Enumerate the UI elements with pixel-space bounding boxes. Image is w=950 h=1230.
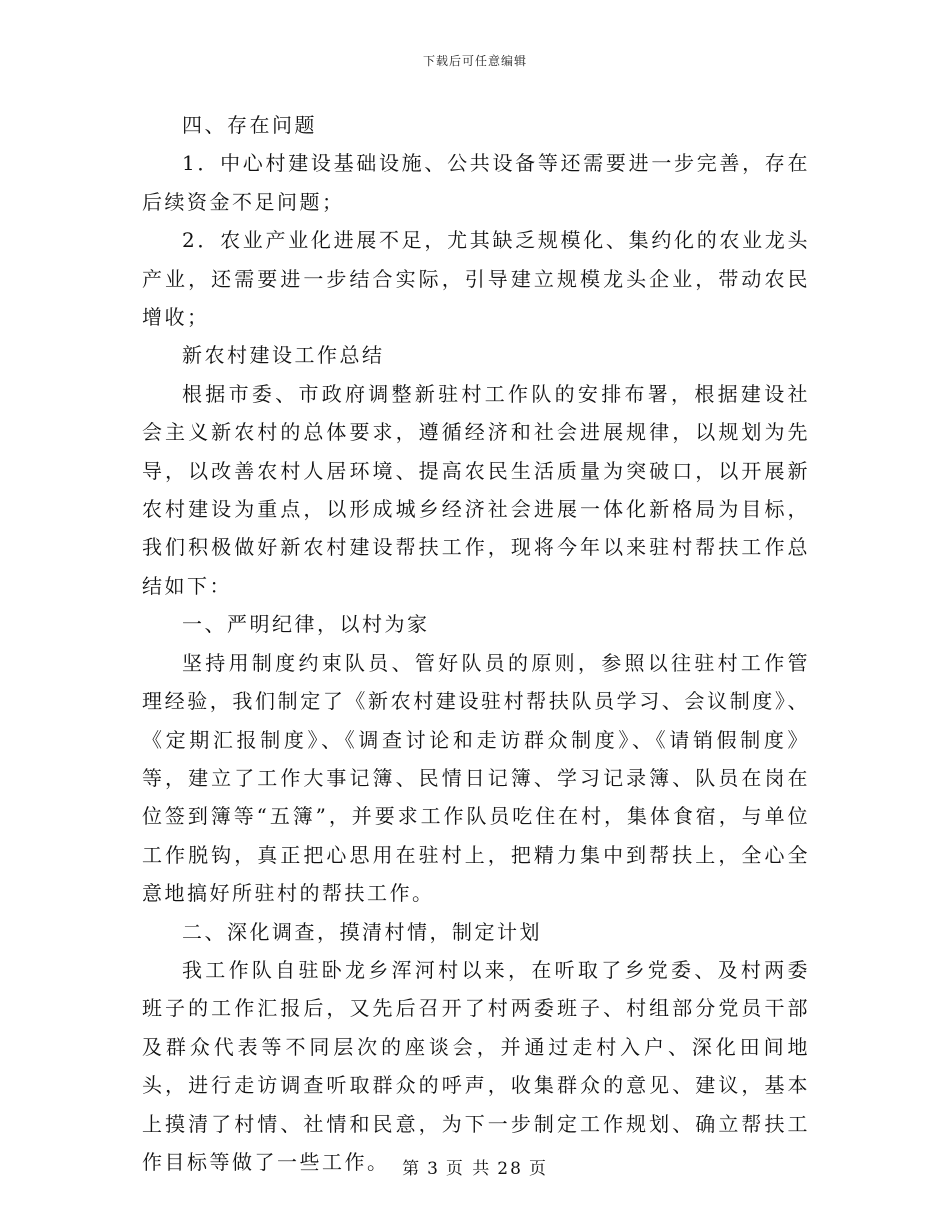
problem-item-2: 2．农业产业化进展不足，尤其缺乏规模化、集约化的农业龙头产业，还需要进一步结合实际，引导建立规模龙头企业，带动农民增收； (142, 228, 810, 330)
footer-prefix: 第 (402, 1159, 422, 1179)
investigation-paragraph: 我工作队自驻卧龙乡浑河村以来，在听取了乡党委、及村两委班子的工作汇报后，又先后召开了村两委班子、村组部分党员干部及群众代表等不同层次的座谈会，并通过走村入户、深化田间地头，进行走访调查听取群众的呼声，收集群众的意见、建议，基本上摸清了村情、社情和民意，为下一步制定工作规划、确立帮扶工作目标等做了一些工作。 (142, 957, 810, 1174)
document-body (142, 106, 810, 1181)
footer-suffix: 页 (528, 1159, 548, 1179)
page-header: 下载后可任意编辑 (422, 54, 527, 68)
section-heading-problems: 四、存在问题 (182, 113, 317, 137)
page-footer (0, 1154, 950, 1179)
section-heading-discipline: 一、严明纪律，以村为家 (182, 612, 430, 637)
section-heading-investigation: 二、深化调查，摸清村情，制定计划 (182, 919, 542, 944)
problem-item-1: 1．中心村建设基础设施、公共设备等还需要进一步完善，存在后续资金不足问题； (142, 151, 810, 214)
footer-middle: 页 共 (445, 1159, 492, 1179)
summary-intro: 根据市委、市政府调整新驻村工作队的安排布署，根据建设社会主义新农村的总体要求，遵循经济和社会进展规律，以规划为先导，以改善农村人居环境、提高农民生活质量为突破口，以开展新农村建设为重点，以形成城乡经济社会进展一体化新格局为目标，我们积极做好新农村建设帮扶工作，现将今年以来驻村帮扶工作总结如下： (142, 381, 810, 598)
summary-title: 新农村建设工作总结 (182, 343, 385, 368)
current-page-number: 3 (427, 1159, 440, 1179)
discipline-paragraph: 坚持用制度约束队员、管好队员的原则，参照以往驻村工作管理经验，我们制定了《新农村建设驻村帮扶队员学习、会议制度》、《定期汇报制度》、《调查讨论和走访群众制度》、《请销假制度》等，建立了工作大事记簿、民情日记簿、学习记录簿、队员在岗在位签到簿等“五簿”，并要求工作队员吃住在村，集体食宿，与单位工作脱钩，真正把心思用在驻村上，把精力集中到帮扶上，全心全意地搞好所驻村的帮扶工作。 (142, 650, 810, 906)
total-page-count: 28 (497, 1159, 523, 1179)
